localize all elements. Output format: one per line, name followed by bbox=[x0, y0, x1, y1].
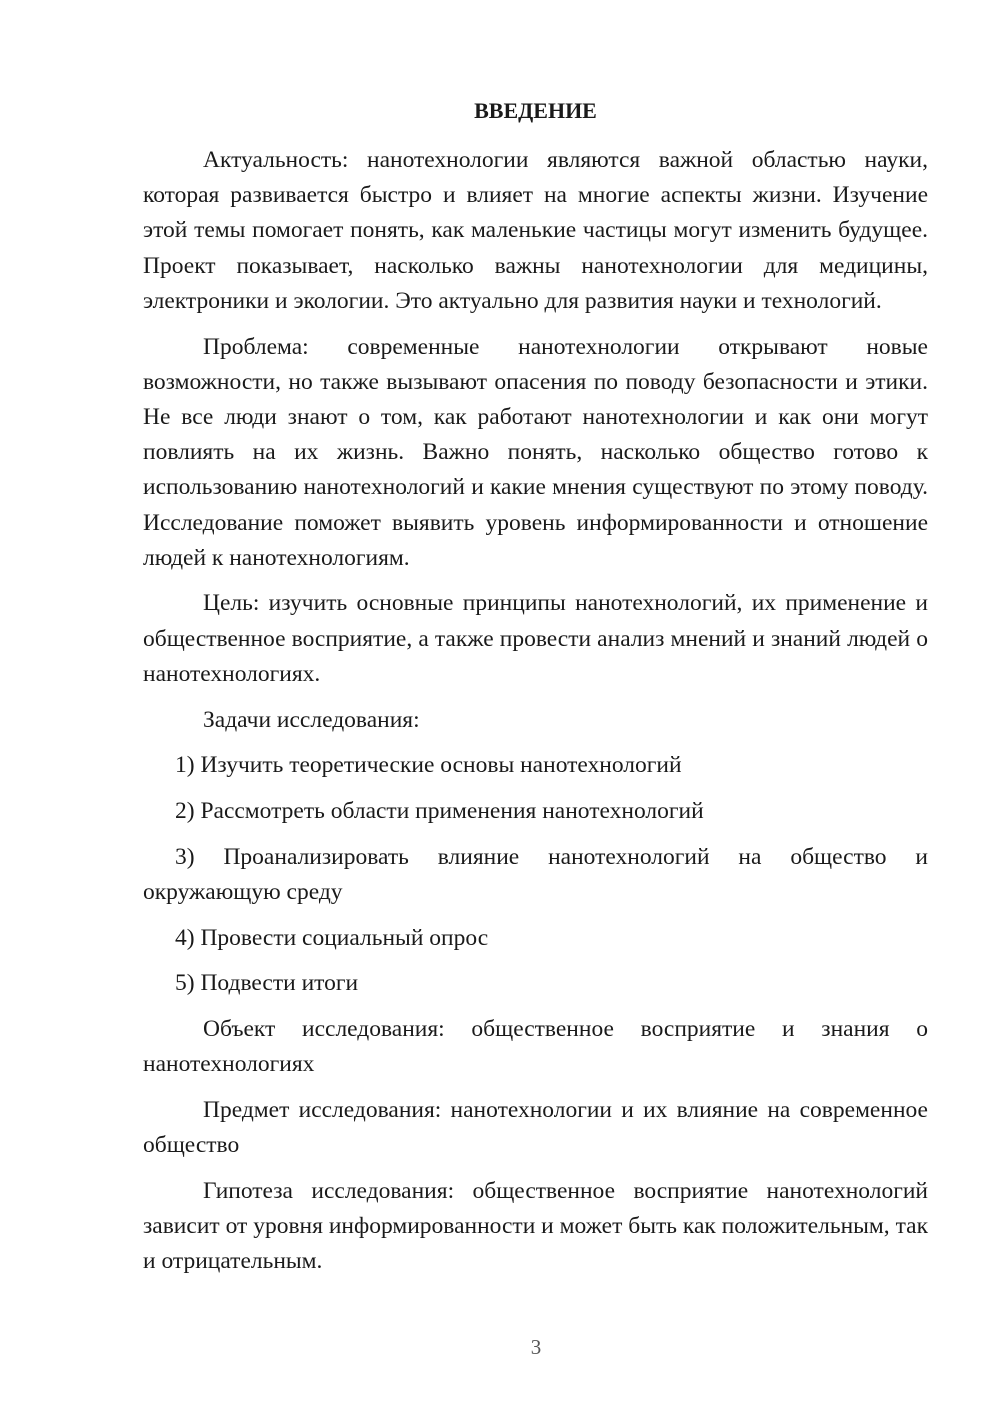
paragraph-subject: Предмет исследования: нанотехнологии и их влияние на современное общество bbox=[143, 1096, 928, 1159]
task-item-1: 1) Изучить теоретические основы нанотехнологий bbox=[175, 752, 682, 779]
paragraph-hypothesis: Гипотеза исследования: общественное восприятие нанотехнологий зависит от уровня информированности и может быть как положительным, так и отрицательным. bbox=[143, 1177, 928, 1275]
section-heading: ВВЕДЕНИЕ bbox=[474, 98, 597, 123]
body-text bbox=[143, 143, 928, 1279]
paragraph-relevance: Актуальность: нанотехнологии являются важной областью науки, которая развивается быстро и влияет на многие аспекты жизни. Изучение этой темы помогает понять, как маленькие частицы могут изменить будущее. Проект показывает, насколько важны нанотехнологии для медицины, электроники и экологии. Это актуально для развития науки и технологий. bbox=[143, 147, 928, 314]
paragraph-problem: Проблема: современные нанотехнологии открывают новые возможности, но также вызывают опасения по поводу безопасности и этики. Не все люди знают о том, как работают нанотехнологии и как они могут повлиять на их жизнь. Важно понять, насколько общество готово к использованию нанотехнологий и какие мнения существуют по этому поводу. Исследование поможет выявить уровень информированности и отношение людей к нанотехнологиям. bbox=[143, 333, 928, 571]
task-item-2: 2) Рассмотреть области применения нанотехнологий bbox=[175, 797, 704, 824]
task-item-5: 5) Подвести итоги bbox=[175, 970, 359, 997]
paragraph-tasks-heading: Задачи исследования: bbox=[203, 706, 420, 733]
page-number: 3 bbox=[530, 1335, 542, 1359]
paragraph-goal: Цель: изучить основные принципы нанотехнологий, их применение и общественное восприятие, а также провести анализ мнений и знаний людей о нанотехнологиях. bbox=[143, 590, 928, 687]
task-item-3: 3) Проанализировать влияние нанотехнологий на общество и окружающую среду bbox=[143, 843, 928, 905]
paragraph-object: Объект исследования: общественное восприятие и знания о нанотехнологиях bbox=[143, 1015, 928, 1078]
task-item-4: 4) Провести социальный опрос bbox=[175, 924, 489, 951]
